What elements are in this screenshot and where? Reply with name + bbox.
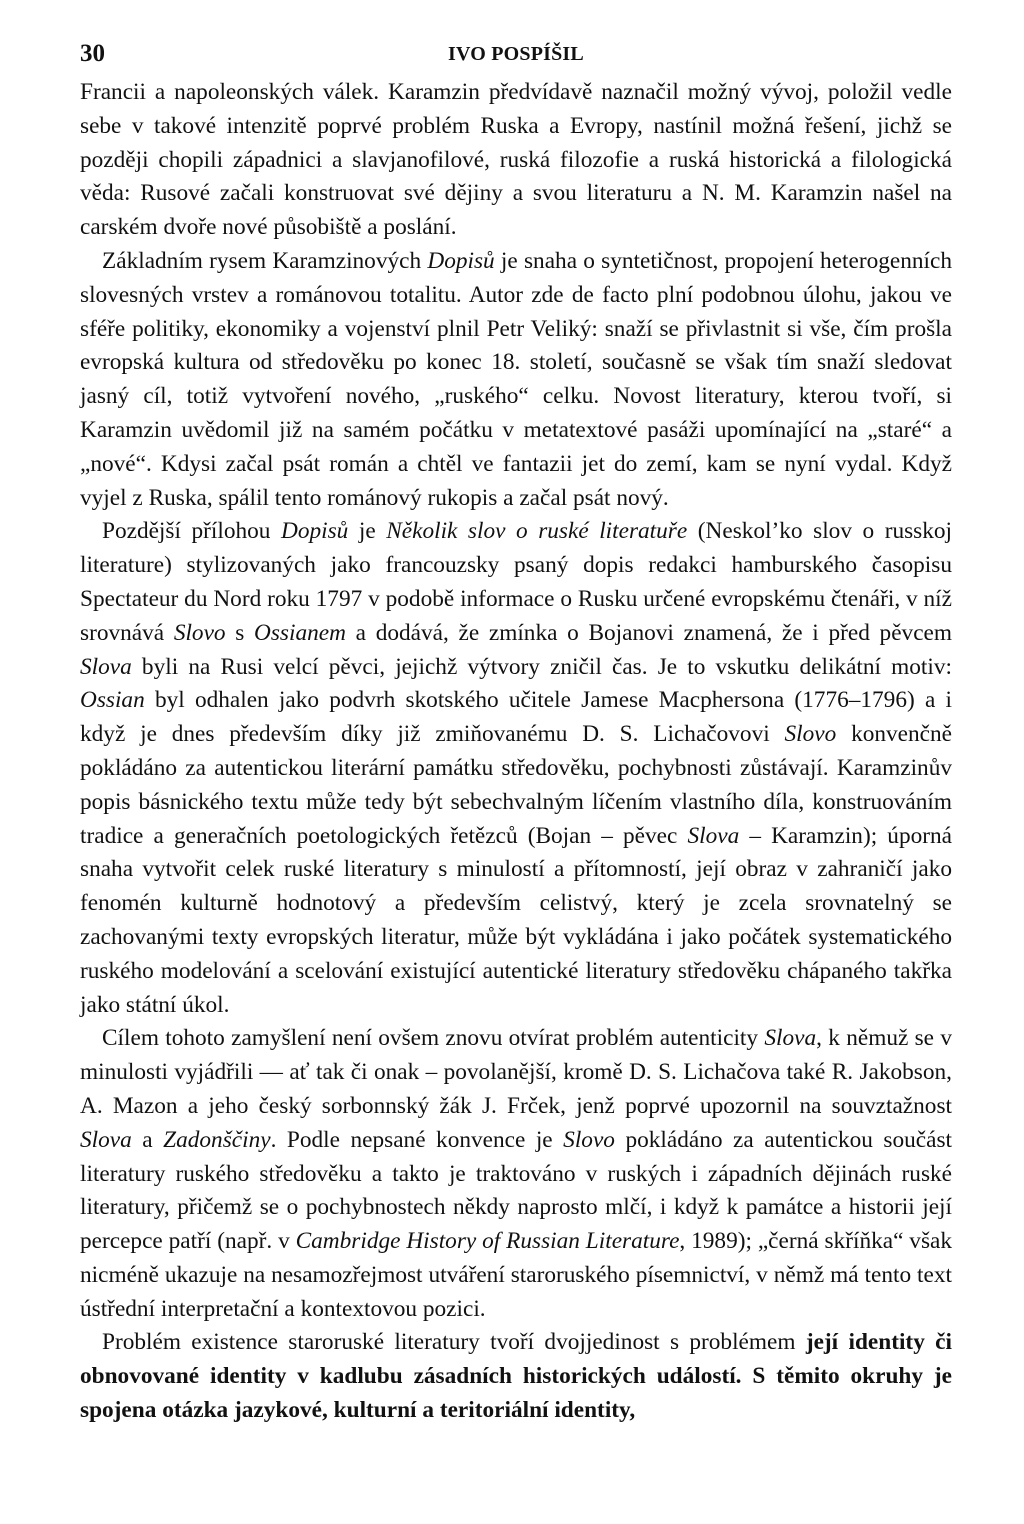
paragraph-text: a — [131, 1126, 164, 1153]
paragraph-text: Francii a napoleonských válek. Karamzin předvídavě naznačil možný vývoj, položil vedle sebe v takové intenzitě poprvé problém Ruska a Evropy, nastínil možná řešení, jichž se později chopili západnici a slavjanofilové, ruská filozofie a ruská historická a filologická věda: Rusové začali konstruovat své dějiny a svou literaturu a N. M. Karamzin našel na carském dvoře nové působiště a poslání. — [80, 79, 952, 241]
italic-title-text: Dopisů — [281, 518, 349, 545]
paragraph-text: byli na Rusi velcí pěvci, jejichž výtvory zničil čas. Je to vskutku delikátní motiv: — [131, 653, 952, 680]
paragraph-text: (Neskol’ko slov o russkoj literature) stylizovaných jako francouzsky psaný dopis redakci hamburského časopisu Spectateur du Nord roku 1797 v podobě informace o Rusku určené evropskému čtenáři, v níž srovnává — [80, 518, 953, 646]
paragraph-text: Problém existence staroruské literatury tvoří dvojjedinost s problémem — [102, 1329, 806, 1356]
italic-title-text: Slovo — [784, 721, 837, 748]
paragraph-text: Základním rysem Karamzinových — [102, 247, 428, 274]
italic-title-text: Slovo — [563, 1126, 615, 1153]
paragraph-text: – Karamzin); úporná snaha vytvořit celek ruské literatury s minulostí a přítomností, její obraz v zahraničí jako fenomén kulturně hodnotový a především celistvý, který je zcela srovnatelný se zachovanými texty evropských literatur, může být vykládána i jako počátek systematického ruského modelování a scelování existující autentické literatury středověku chápaného takřka jako státní úkol. — [80, 822, 952, 1018]
paragraph-text: pokládáno za autentickou součást literatury ruského středověku a takto je traktováno v ruských i západních dějinách ruské literatury, přičemž se o pochybnostech někdy naprosto mlčí, i když k památce a historii její percepce patří (např. v — [80, 1126, 952, 1255]
document-page — [80, 40, 952, 1428]
paragraph — [80, 245, 952, 515]
paragraph-text: s — [225, 619, 255, 646]
paragraph-text: a dodává, že zmínka o Bojanovi znamená, že i před pěvcem — [345, 619, 952, 646]
italic-title-text: Slova — [764, 1025, 817, 1052]
paragraph — [80, 1326, 952, 1427]
italic-title-text: Ossian — [80, 687, 145, 714]
italic-title-text: Slova — [687, 822, 740, 849]
body-text — [80, 76, 952, 1428]
paragraph-text: byl odhalen jako podvrh skotského učitele Jamese Macphersona (1776–1796) a i když je dnes především díky již zmiňovanému D. S. Lichačovovi — [80, 687, 952, 748]
running-head — [80, 40, 952, 76]
running-head-author: IVO POSPÍŠIL — [448, 43, 584, 65]
italic-title-text: Několik slov o ruské literatuře — [386, 518, 688, 545]
paragraph-text: , k němuž se v minulosti vyjádřili — ať tak či onak – povolanější, kromě D. S. Lichačova také R. Jakobson, A. Mazon a jeho český sorbonnský žák J. Frček, jenž poprvé upozornil na souvztažnost — [80, 1025, 952, 1119]
paragraph-text: . Podle nepsané konvence je — [270, 1126, 564, 1153]
bold-text: její identity či obnovované identity v kadlubu zásadních historických událostí. S těmito okruhy je spojena otázka jazykové, kulturní a teritoriální identity, — [80, 1329, 952, 1424]
paragraph-text: je — [348, 518, 387, 545]
italic-title-text: Slovo — [173, 619, 226, 646]
paragraph-text: , 1989); „černá skříňka“ však nicméně ukazuje na nesamozřejmost utváření staroruského písemnictví, v němž má tento text ústřední interpretační a kontextovou pozici. — [80, 1228, 953, 1322]
paragraph — [80, 1022, 952, 1326]
italic-title-text: Slova — [80, 1126, 132, 1153]
italic-title-text: Ossianem — [254, 619, 346, 646]
italic-title-text: Dopisů — [427, 247, 495, 274]
paragraph-text: je snaha o syntetičnost, propojení heterogenních slovesných vrstev a románovou totalitu. Autor zde de facto plní podobnou úlohu, jakou ve sféře politiky, ekonomiky a vojenství plnil Petr Veliký: snaží se přivlastnit si vše, čím prošla evropská kultura od středověku po konec 18. století, současně se však tím snaží sledovat jasný cíl, totiž vytvoření nového, „ruského“ celku. Novost literatury, kterou tvoří, si Karamzin uvědomil již na samém počátku v metatextové pasáži upomínající na „staré“ a „nové“. Kdysi začal psát román a chtěl ve fantazii jet do zemí, kam se nyní vydal. Když vyjel z Ruska, spálil tento románový rukopis a začal psát nový. — [80, 247, 953, 511]
paragraph — [80, 76, 952, 245]
page-number: 30 — [80, 40, 105, 67]
paragraph-text: Pozdější přílohou — [102, 518, 281, 545]
paragraph-text: Cílem tohoto zamyšlení není ovšem znovu otvírat problém autenticity — [102, 1025, 765, 1052]
paragraph-text: konvenčně pokládáno za autentickou literární památku středověku, pochybnosti zůstávají. Karamzinův popis básnického textu může tedy být sebechvalným líčením vlastního díla, konstruováním tradice a generačních poetologických řetězců (Bojan – pěvec — [80, 721, 952, 849]
italic-title-text: Slova — [80, 653, 132, 680]
italic-title-text: Zadonščiny — [163, 1126, 271, 1153]
paragraph — [80, 515, 952, 1022]
italic-title-text: Cambridge History of Russian Literature — [295, 1228, 680, 1255]
